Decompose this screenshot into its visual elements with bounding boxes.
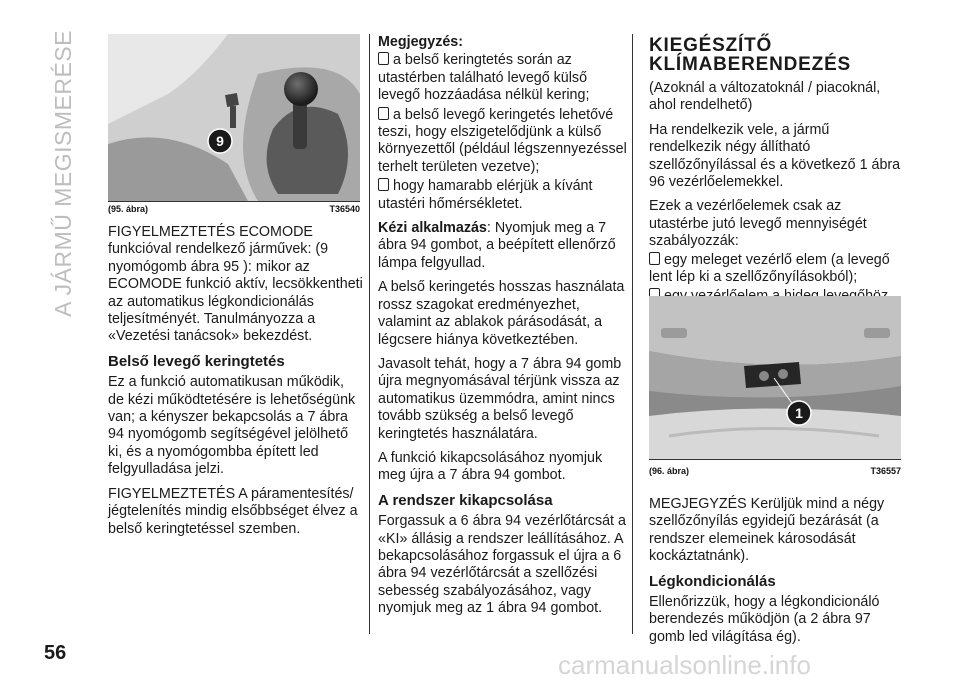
paragraph: Ellenőrizzük, hogy a légkondicionáló berendezés működjön (a 2 ábra 97 gomb led világítása ég). bbox=[649, 594, 880, 645]
paragraph: Ezek a vezérlőelemek csak az utastérbe jutó levegő mennyiségét szabályozzák: bbox=[649, 198, 867, 250]
chapter-title: A JÁRMŰ MEGISMERÉSE bbox=[50, 30, 76, 317]
bold-term: Kézi alkalmazás bbox=[378, 220, 487, 237]
paragraph: (Azoknál a változatoknál / piacoknál, ahol rendelhető) bbox=[649, 80, 881, 114]
paragraph: A funkció kikapcsolásához nyomjuk meg újra a 7 ábra 94 gombot. bbox=[378, 449, 603, 484]
checkbox-icon bbox=[378, 107, 389, 120]
column-divider bbox=[632, 34, 633, 634]
section-heading: Légkondicionálás bbox=[649, 572, 776, 590]
figure-95-caption bbox=[108, 204, 360, 214]
bullet-text: a belső levegő keringetés lehetővé teszi, hogy elszigetelődjünk a külső környezettől (például légszennyezéssel terhelt területen vezetve); bbox=[378, 106, 627, 175]
checkbox-icon bbox=[649, 252, 660, 265]
paragraph: Javasolt tehát, hogy a 7 ábra 94 gomb újra megnyomásával térjünk vissza az automatikus üzemmódra, amint nincs tovább szükség a belső levegő keringtetés használatára. bbox=[378, 355, 622, 442]
column-2 bbox=[378, 34, 628, 625]
bullet-item bbox=[649, 252, 901, 287]
section-heading: A rendszer kikapcsolása bbox=[378, 491, 553, 509]
checkbox-icon bbox=[378, 52, 389, 65]
watermark: carmanualsonline.info bbox=[558, 650, 811, 680]
paragraph bbox=[378, 220, 628, 272]
figure-95-callout: 9 bbox=[216, 133, 224, 149]
paragraph: Ez a funkció automatikusan működik, de kézi működtetésére is lehetőségünk van; a kényszer bekapcsolás a 7 ábra 94 nyomógomb segítségével jelölhető ki, és a nyomógombba épített led felgyulladása jelzi. bbox=[108, 374, 356, 478]
column-divider bbox=[369, 34, 370, 634]
ecomode-warning: FIGYELMEZTETÉS ECOMODE funkcióval rendelkező járművek: (9 nyomógomb ábra 95 ): mikor az ECOMODE funkció aktív, lecsökkentheti az automatikus légkondicionálás teljesítményét. Tanulmányozza a «Vezetési tanácsok» bekezdést. bbox=[108, 224, 363, 345]
figure-96-image bbox=[649, 296, 901, 459]
caption-rule bbox=[649, 459, 901, 460]
section-heading: Belső levegő keringtetés bbox=[108, 352, 285, 370]
figure-label: (95. ábra) bbox=[108, 204, 149, 214]
figure-label: (96. ábra) bbox=[649, 466, 690, 476]
figure-code: T36557 bbox=[870, 466, 901, 476]
bullet-item bbox=[378, 178, 628, 213]
bullet-text: hogy hamarabb elérjük a kívánt utastéri hőmérsékletet. bbox=[378, 178, 593, 212]
paragraph: FIGYELMEZTETÉS A páramentesítés/ jégtelenítés mindig elsőbbséget élvez a belső keringtetéssel szemben. bbox=[108, 485, 358, 537]
paragraph: Forgassuk a 6 ábra 94 vezérlőtárcsát a «KI» állásig a rendszer leállításához. A bekapcsolásához forgassuk el újra a 6 ábra 94 vezérlőtárcsát a szellőzési sebesség szabályozásához, vagy nyomjuk meg az 1 ábra 94 gombot. bbox=[378, 513, 626, 617]
title-line: KLÍMABERENDEZÉS bbox=[649, 54, 852, 75]
title-line: KIEGÉSZÍTŐ bbox=[649, 35, 773, 56]
checkbox-icon bbox=[378, 178, 389, 191]
bullet-item bbox=[378, 107, 628, 177]
page-number: 56 bbox=[44, 642, 67, 664]
paragraph: A belső keringetés hosszas használata rossz szagokat eredményezhet, valamint az ablakok párásodását, a légcsere hiánya következtében. bbox=[378, 279, 625, 348]
paragraph: MEGJEGYZÉS Kerüljük mind a négy szellőzőnyílás egyidejű bezárását (a rendszer elemeinek károsodását kockáztatnánk). bbox=[649, 496, 885, 565]
bullet-text: a belső keringtetés során az utastérben található levegő külső levegő hozzáadása nélkül kering; bbox=[378, 52, 590, 104]
column-1 bbox=[108, 224, 363, 545]
figure-96-caption bbox=[649, 466, 901, 476]
caption-rule bbox=[108, 201, 360, 202]
note-title: Megjegyzés: bbox=[378, 34, 464, 50]
column-3-bottom bbox=[649, 496, 901, 653]
bullet-item bbox=[378, 52, 628, 104]
section-title bbox=[649, 36, 901, 74]
bullet-text: egy meleget vezérlő elem (a levegő lent lép ki a szellőzőnyílásokból); bbox=[649, 251, 890, 286]
figure-96-callout: 1 bbox=[795, 405, 803, 421]
paragraph: Ha rendelkezik vele, a jármű rendelkezik négy állítható szellőzőnyílással és a következő 1 ábra 96 vezérlőelemekkel. bbox=[649, 121, 901, 191]
figure-95-image bbox=[108, 34, 360, 201]
figure-code: T36540 bbox=[329, 204, 360, 214]
paragraph-text: : Nyomjuk meg a 7 ábra 94 gombot, a beépített ellenőrző lámpa felgyullad. bbox=[378, 220, 616, 271]
